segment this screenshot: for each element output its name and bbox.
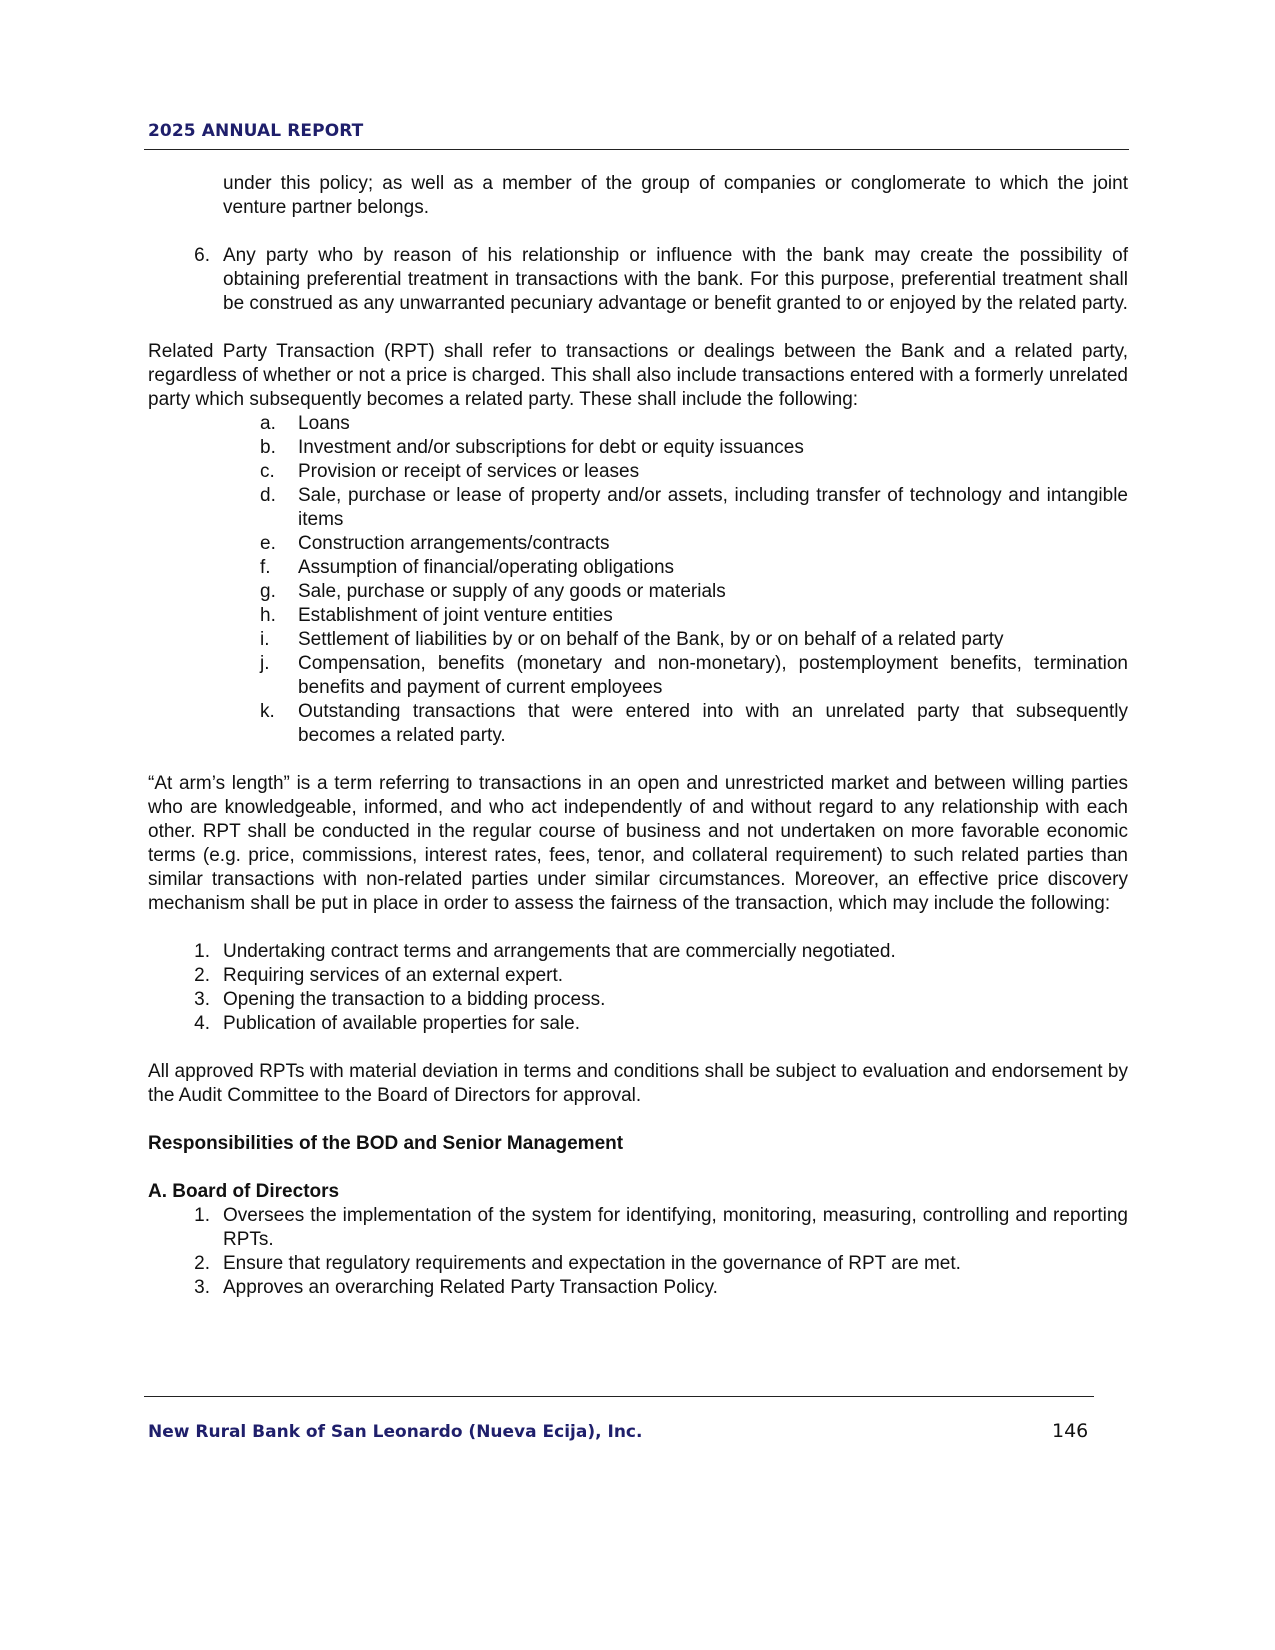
- list-marker: d.: [260, 485, 276, 506]
- list-marker: h.: [260, 605, 276, 626]
- rpt-list: [148, 412, 1128, 748]
- list-item: [148, 1276, 1128, 1300]
- list-item-text: Compensation, benefits (monetary and non-monetary), postemployment benefits, termination benefits and payment of current employees: [298, 653, 1128, 698]
- approval-paragraph: All approved RPTs with material deviation in terms and conditions shall be subject to evaluation and endorsement by the Audit Committee to the Board of Directors for approval.: [148, 1061, 1128, 1106]
- list-item-text: Oversees the implementation of the system for identifying, monitoring, measuring, controlling and reporting RPTs.: [223, 1205, 1128, 1250]
- list-item-text: Sale, purchase or supply of any goods or materials: [298, 581, 726, 602]
- list-item-text: Loans: [298, 413, 350, 434]
- spacer: [148, 316, 1128, 340]
- list-item: [148, 460, 1128, 484]
- list-marker: j.: [260, 653, 270, 674]
- list-item-text: Assumption of financial/operating obligations: [298, 557, 675, 578]
- list-item: [148, 580, 1128, 604]
- list-marker: 2.: [194, 1253, 210, 1274]
- list-marker: 3.: [194, 1277, 210, 1298]
- list-item: [148, 940, 1128, 964]
- report-header-title: 2025 ANNUAL REPORT: [148, 121, 364, 141]
- list-item: [148, 244, 1128, 316]
- spacer: [148, 220, 1128, 244]
- price-discovery-list: [148, 940, 1128, 1036]
- list-item-text: Approves an overarching Related Party Transaction Policy.: [223, 1277, 718, 1298]
- list-marker: a.: [260, 413, 276, 434]
- list-item-text: Publication of available properties for sale.: [223, 1013, 580, 1034]
- list-item: [148, 484, 1128, 532]
- list-marker: 1.: [194, 1205, 210, 1226]
- list-item: [148, 532, 1128, 556]
- list-marker: 6.: [194, 245, 210, 266]
- footer-divider: [144, 1396, 1094, 1397]
- list-marker: 4.: [194, 1013, 210, 1034]
- list-item-text: Ensure that regulatory requirements and expectation in the governance of RPT are met.: [223, 1253, 961, 1274]
- list-item-text: Any party who by reason of his relationship or influence with the bank may create the possibility of obtaining preferential treatment in transactions with the bank. For this purpose, preferential treatment shall be construed as any unwarranted pecuniary advantage or benefit granted to or enjoyed by the related party.: [223, 245, 1128, 314]
- list-item: [148, 628, 1128, 652]
- list-marker: c.: [260, 461, 275, 482]
- spacer: [148, 1108, 1128, 1132]
- list-item: [148, 436, 1128, 460]
- list-item: [148, 652, 1128, 700]
- board-responsibilities-list: [148, 1204, 1128, 1300]
- list-item: [148, 412, 1128, 436]
- list-item: [148, 556, 1128, 580]
- list-item-text: Establishment of joint venture entities: [298, 605, 613, 626]
- list-item: [148, 1204, 1128, 1252]
- list-item: [148, 988, 1128, 1012]
- section-heading: Responsibilities of the BOD and Senior Management: [148, 1133, 624, 1154]
- list-item-text: Investment and/or subscriptions for debt or equity issuances: [298, 437, 804, 458]
- spacer: [148, 1156, 1128, 1180]
- spacer: [148, 1036, 1128, 1060]
- continuation-paragraph: under this policy; as well as a member of the group of companies or conglomerate to which the joint venture partner belongs.: [223, 173, 1128, 218]
- list-marker: 1.: [194, 941, 210, 962]
- spacer: [148, 916, 1128, 940]
- list-item-text: Provision or receipt of services or leases: [298, 461, 640, 482]
- list-item: [148, 1012, 1128, 1036]
- list-item: [148, 964, 1128, 988]
- subsection-heading: A. Board of Directors: [148, 1181, 340, 1202]
- list-item-text: Construction arrangements/contracts: [298, 533, 610, 554]
- page-body: [148, 172, 1128, 1300]
- list-item: [148, 700, 1128, 748]
- list-marker: 2.: [194, 965, 210, 986]
- list-item-text: Settlement of liabilities by or on behalf of the Bank, by or on behalf of a related party: [298, 629, 1004, 650]
- list-marker: e.: [260, 533, 276, 554]
- list-item-text: Sale, purchase or lease of property and/or assets, including transfer of technology and intangible items: [298, 485, 1128, 530]
- rpt-definition-paragraph: Related Party Transaction (RPT) shall refer to transactions or dealings between the Bank and a related party, regardless of whether or not a price is charged. This shall also include transactions entered with a formerly unrelated party which subsequently becomes a related party. These shall include the following:: [148, 341, 1128, 410]
- list-item-text: Opening the transaction to a bidding process.: [223, 989, 606, 1010]
- list-item-text: Requiring services of an external expert.: [223, 965, 564, 986]
- header-divider: [144, 149, 1129, 150]
- arms-length-paragraph: “At arm’s length” is a term referring to transactions in an open and unrestricted market and between willing parties who are knowledgeable, informed, and who act independently of and without regard to any relationship with each other. RPT shall be conducted in the regular course of business and not undertaken on more favorable economic terms (e.g. price, commissions, interest rates, fees, tenor, and collateral requirement) to such related parties than similar transactions with non-related parties under similar circumstances. Moreover, an effective price discovery mechanism shall be put in place in order to assess the fairness of the transaction, which may include the following:: [148, 773, 1128, 914]
- list-marker: g.: [260, 581, 276, 602]
- list-marker: k.: [260, 701, 275, 722]
- list-marker: i.: [260, 629, 270, 650]
- footer-company-name: New Rural Bank of San Leonardo (Nueva Ecija), Inc.: [148, 1422, 643, 1442]
- spacer: [148, 748, 1128, 772]
- list-marker: f.: [260, 557, 271, 578]
- list-item: [148, 604, 1128, 628]
- list-item-text: Outstanding transactions that were entered into with an unrelated party that subsequently becomes a related party.: [298, 701, 1128, 746]
- list-item-text: Undertaking contract terms and arrangements that are commercially negotiated.: [223, 941, 896, 962]
- list-marker: b.: [260, 437, 276, 458]
- list-marker: 3.: [194, 989, 210, 1010]
- page-number: 146: [1052, 1420, 1089, 1442]
- list-item: [148, 1252, 1128, 1276]
